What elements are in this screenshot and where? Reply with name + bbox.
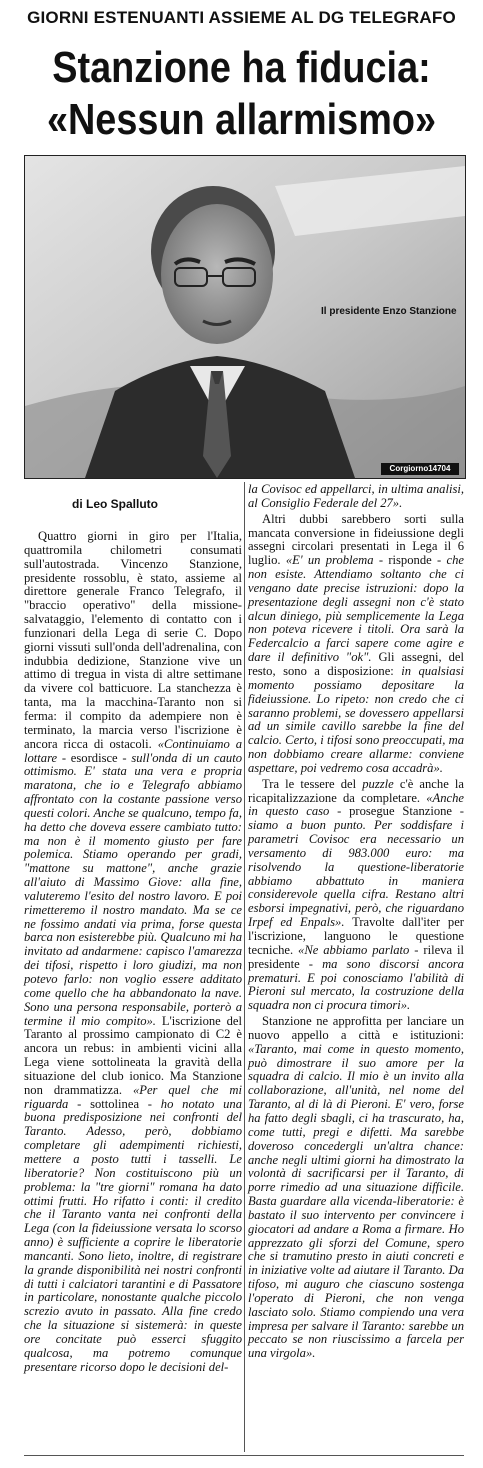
quote-run: siamo a buon punto. Per soddisfare i parametri Covisoc era necessario un versamento di 983.000 euro: ma risolvendo la questione-liberatorie abbiamo abbattuto in maniera considerevole quella cifra. Restano altri esborsi impegnativi, però, che riguardano Irpef ed Enpals».	[248, 818, 464, 930]
text-run: Quattro giorni in giro per l'Italia, quattromila chilometri consumati sull'autostrada. Vincenzo Stanzione, presidente rossoblu, è stato, assieme al direttore generale Franco Telegrafo, il "braccio operativo" della missione-salvataggio, l'elemento di contatto con i funzionari della Lega di serie C. Dopo giorni vissuti sull'onda dell'adrenalina, con indubbia dedizione, Stanzione vive un attimo di tregua in vista di altre settimane da vivere col batticuore. La stanchezza è tanta, ma la macchina-Taranto non si ferma: il compito da adempiere non è terminato, la marcia verso l'iscrizione è ancora ricca di ostacoli.	[24, 529, 242, 751]
quote-run: «Ne abbiamo parlato	[298, 942, 410, 957]
text-run: Tra le tessere del	[262, 776, 363, 791]
quote-run: puzzle	[362, 776, 394, 791]
quote-run: ma sono discorsi ancora prematuri. E poi conosciamo l'abilità di Pieroni sul mercato, la costruzione della squadra non ci procura timori».	[248, 956, 464, 1013]
quote-run: sull'onda di un cauto ottimismo. E' stata una vera e propria maratona, che io e Telegrafo abbiamo affrontato con la costante passione verso questi colori. Anche se qualcuno, tempo fa, ha detto che doveva essere cambiato tutto: ma non è il momento giusto per fare polemica. Stiamo operando per gradi, "mattone su mattone", anche grazie all'aiuto di Massimo Giove: alla fine, valuteremo l'esito del nostro lavoro. E poi rimetteremo il nostro mandato. Ma se ce ne fossimo andati via prima, forse questa barca non esisterebbe più. Qualcuno mi ha invitato ad andarmene: capisco l'amarezza dei tifosi, rispetto i loro giudizi, ma non potevo farlo: non voglio essere additato come quello che ha abbandonato la nave. Sono una persona responsabile, porterò a termine il mio compito».	[24, 750, 242, 1028]
text-run: Altri dubbi sarebbero sorti sulla mancata conversione in fideiussione degli assegni circolari presentati in Lega il 6 luglio.	[248, 511, 464, 568]
photo-credit-stamp: Corgiorno14704	[381, 463, 459, 475]
text-run: - esordisce -	[57, 750, 132, 765]
text-run: - sottolinea -	[68, 1096, 161, 1111]
right-paragraph	[248, 1015, 464, 1361]
headline-line-2: «Nessun allarmismo»	[46, 95, 437, 144]
text-run: Gli assegni, del resto, sono a disposizione:	[248, 650, 464, 678]
quote-run: in qualsiasi momento possiamo depositare la fideiussione. Lo ripeto: non credo che ci saranno problemi, se dovessero appellarsi ad un simile cavillo sarebbe la fine del calcio. Certo, i tifosi sono preoccupati, ma non dobbiamo creare allarme: conviene aspettare, poi vedremo cosa accadrà».	[248, 663, 464, 775]
text-run: Stanzione ne approfitta per lanciare un nuovo appello a città e istituzioni:	[248, 1014, 464, 1042]
right-paragraph	[248, 778, 464, 1013]
quote-run: «Anche in questo caso	[248, 790, 464, 819]
text-run: - prosegue Stanzione -	[329, 804, 465, 819]
president-photo	[24, 155, 466, 479]
article-kicker: GIORNI ESTENUANTI ASSIEME AL DG TELEGRAFO	[27, 8, 456, 27]
bottom-rule	[24, 1455, 464, 1456]
text-run: - rileva il presidente -	[248, 942, 464, 971]
text-run: - risponde -	[373, 553, 447, 568]
photo-caption: Il presidente Enzo Stanzione	[321, 306, 457, 317]
text-run: L'iscrizione del Taranto al prossimo campionato di C2 è ancora un rebus: in ambienti vicini alla Lega viene sottolineata la gravità della situazione del club ionico. Ma Stanzione non drammatizza.	[24, 1013, 242, 1097]
text-run: Travolte dall'iter per l'iscrizione, languono le questione tecniche.	[248, 915, 465, 957]
quote-run: «E' un problema	[285, 553, 374, 568]
portrait-illustration	[25, 156, 465, 478]
column-divider	[244, 482, 245, 1452]
right-paragraph-continuation: la Covisoc ed appellarci, in ultima analisi, al Consiglio Federale del 27».	[248, 482, 464, 510]
left-paragraph	[24, 530, 242, 1374]
quote-run: «Taranto, mai come in questo momento, può dimostrare il suo amore per la squadra di calcio. Il mio è un invito alla collaborazione, all'unità, nel nome del Taranto, al di là di Pieroni. E' vero, forse ha fatto degli sbagli, ci ha trascurato, ha, come tutti, pregi e difetti. Ma sarebbe doveroso concedergli un'altra chance: anche negli ultimi giorni ha dimostrato la volontà di sacrificarsi per il Taranto, di porre rimedio ad una situazione difficile. Basta guardare alla vicenda-liberatorie: è bastato il suo intervento per convincere i giocatori ad andare a Roma a firmare. Ho apprezzato gli sforzi del Comune, spero che si tramutino presto in aiuti concreti e in iniziative volte ad aiutare il Taranto. Da tifoso, mi auguro che ciascuno sostenga l'operato di Pieroni, che non venga lasciato solo. Stiamo compiendo una vera impresa per salvare il Taranto: sarebbe un peccato se non riuscissimo a farcela per una virgola».	[248, 1041, 464, 1361]
quote-run: ho notato una buona predisposizione nei confronti del Taranto. Adesso, però, dobbiamo completare gli adempimenti richiesti, mettere a posto tutti i tasselli. Le liberatorie? Non costituiscono più un problema: la "tre giorni" romana ha dato ottimi frutti. Ho rifatto i conti: il credito che il Taranto vanta nei confronti della Lega (con la fideiussione versata lo scorso anno) è sufficiente a coprire le liberatorie mancanti. Sono lieto, inoltre, di registrare la grande disponibilità nei nostri confronti di tutti i calciatori tarantini e di Passatore in particolare, nonostante qualche piccolo screzio avuto in passato. Alla fine credo che la situazione si sistemerà: in queste ore concitate può esserci sfuggito qualcosa, ma potremo comunque presentare ricorso dopo le decisioni del-	[24, 1096, 242, 1374]
text-run: c'è anche la ricapitalizzazione da completare.	[248, 776, 464, 805]
article-byline: di Leo Spalluto	[72, 497, 158, 511]
quote-run: che non esiste. Attendiamo soltanto che ci vengano date precise istruzioni: dopo la presentazione degli assegni non c'è stato alcun diniego, più semplicemente la Lega non poteva ricevere i titoli. Ora sarà la Federcalcio a farci sapere come agire e dare il definitivo "ok".	[248, 553, 464, 665]
quote-run: «Per quel che mi riguarda	[24, 1082, 242, 1111]
right-column	[248, 483, 464, 1361]
quote-run: «Continuiamo a lottare	[24, 736, 242, 765]
right-paragraph	[248, 513, 464, 776]
left-column	[24, 530, 242, 1374]
headline-line-1: Stanzione ha fiducia:	[52, 43, 431, 92]
article-headline	[34, 42, 449, 146]
